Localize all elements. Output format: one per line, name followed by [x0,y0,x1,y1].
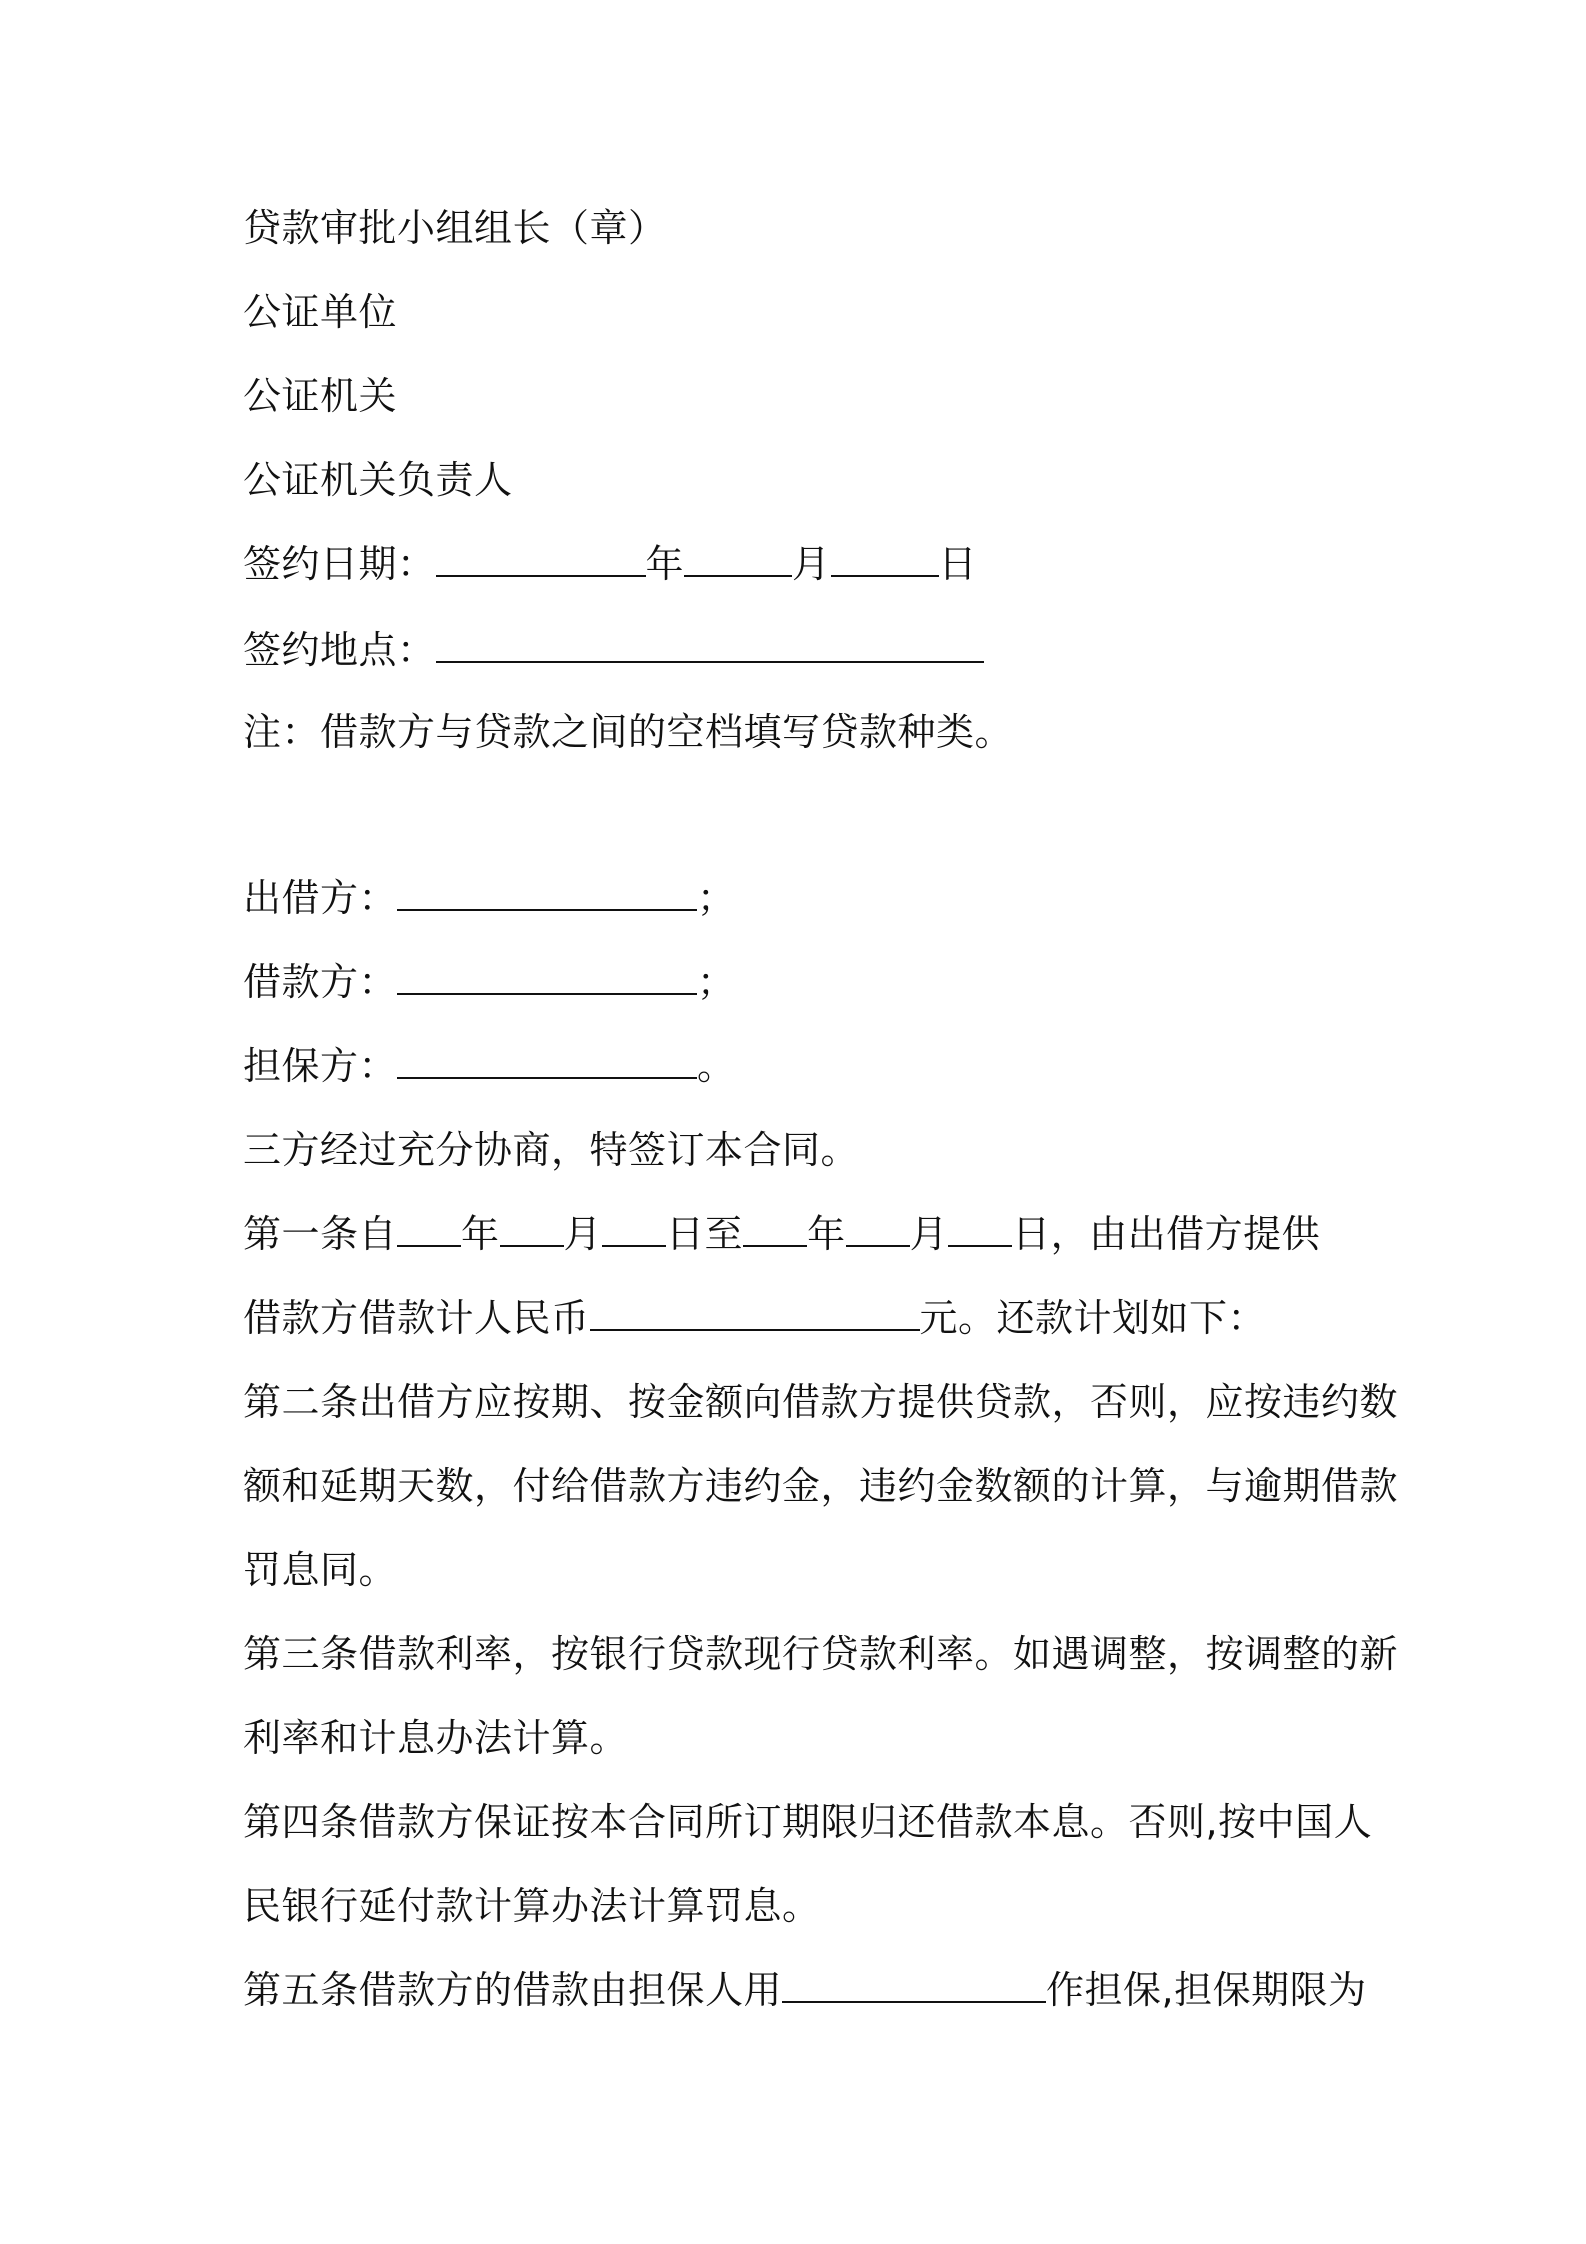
article1-day-to: 日至 [666,1212,744,1256]
article1-day-end: 日，由出借方提供 [1012,1212,1321,1256]
article1-amount-suffix: 元。还款计划如下： [919,1296,1267,1340]
sign-place-blank[interactable] [436,627,984,663]
article1-amount-prefix: 借款方借款计人民币 [243,1296,590,1340]
article1-line2 [243,1294,1266,1342]
note-line [243,708,1013,756]
article2-line2 [243,1462,1398,1510]
article3-text-2: 利率和计息办法计算。 [243,1716,629,1760]
borrower-blank[interactable] [397,959,697,995]
article4-text-1: 第四条借款方保证按本合同所订期限归还借款本息。否则,按中国人 [243,1800,1373,1844]
borrower-end: ； [697,960,736,1004]
lender-blank[interactable] [397,875,697,911]
intro-line [243,1126,859,1174]
article1-year2-blank[interactable] [743,1211,807,1247]
sign-date-label: 签约日期： [243,542,436,586]
article2-line3 [243,1546,397,1594]
lender-end: ； [697,876,736,920]
sign-month-blank[interactable] [684,541,792,577]
note-text: 注：借款方与贷款之间的空档填写贷款种类。 [243,710,1014,754]
sign-month-unit: 月 [792,542,831,586]
article1-line1 [243,1210,1320,1258]
notary-head-text: 公证机关负责人 [243,458,513,502]
article1-year1-blank[interactable] [397,1211,461,1247]
article1-amount-blank[interactable] [590,1295,920,1331]
article4-line2 [243,1882,821,1930]
sign-day-unit: 日 [938,542,978,586]
article1-month1-blank[interactable] [500,1211,564,1247]
article5-suffix: 作担保,担保期限为 [1046,1968,1367,2012]
notary-office-text: 公证机关 [243,374,398,418]
article1-month2-blank[interactable] [846,1211,910,1247]
lender-line [243,874,736,922]
article4-line1 [243,1798,1372,1846]
guarantor-blank[interactable] [397,1043,697,1079]
lender-label: 出借方： [243,876,398,920]
borrower-line [243,958,736,1006]
borrower-label: 借款方： [243,960,398,1004]
article2-line1 [243,1378,1398,1426]
article2-text-3: 罚息同。 [243,1548,398,1592]
sign-year-unit: 年 [645,542,685,586]
article1-month2-unit: 月 [909,1212,949,1256]
sign-date-line [243,540,977,588]
sign-year-blank[interactable] [436,541,646,577]
article4-text-2: 民银行延付款计算办法计算罚息。 [243,1884,821,1928]
notary-unit-text: 公证单位 [243,290,398,334]
notary-office-line [243,372,397,420]
notary-head-line [243,456,513,504]
article1-day2-blank[interactable] [948,1211,1012,1247]
article1-month1-unit: 月 [563,1212,603,1256]
intro-text: 三方经过充分协商，特签订本合同。 [243,1128,860,1172]
article3-text-1: 第三条借款利率，按银行贷款现行贷款利率。如遇调整，按调整的新 [243,1632,1399,1676]
article5-collateral-blank[interactable] [782,1967,1046,2003]
notary-unit-line [243,288,397,336]
article2-text-2: 额和延期天数，付给借款方违约金，违约金数额的计算，与逾期借款 [243,1464,1399,1508]
sign-place-line [243,626,984,674]
article3-line2 [243,1714,628,1762]
article5-line1 [243,1966,1367,2014]
article1-year2-unit: 年 [807,1212,846,1256]
approval-leader-line [243,204,667,252]
approval-leader-text: 贷款审批小组组长（章） [243,206,667,250]
article1-year1-unit: 年 [461,1212,500,1256]
guarantor-label: 担保方： [243,1044,398,1088]
sign-place-label: 签约地点： [243,628,436,672]
article2-text-1: 第二条出借方应按期、按金额向借款方提供贷款，否则，应按违约数 [243,1380,1399,1424]
article3-line1 [243,1630,1398,1678]
sign-day-blank[interactable] [831,541,939,577]
article1-day1-blank[interactable] [602,1211,666,1247]
guarantor-line [243,1042,736,1090]
article5-prefix: 第五条借款方的借款由担保人用 [243,1968,783,2012]
guarantor-end: 。 [697,1044,736,1088]
article1-prefix: 第一条自 [243,1212,398,1256]
